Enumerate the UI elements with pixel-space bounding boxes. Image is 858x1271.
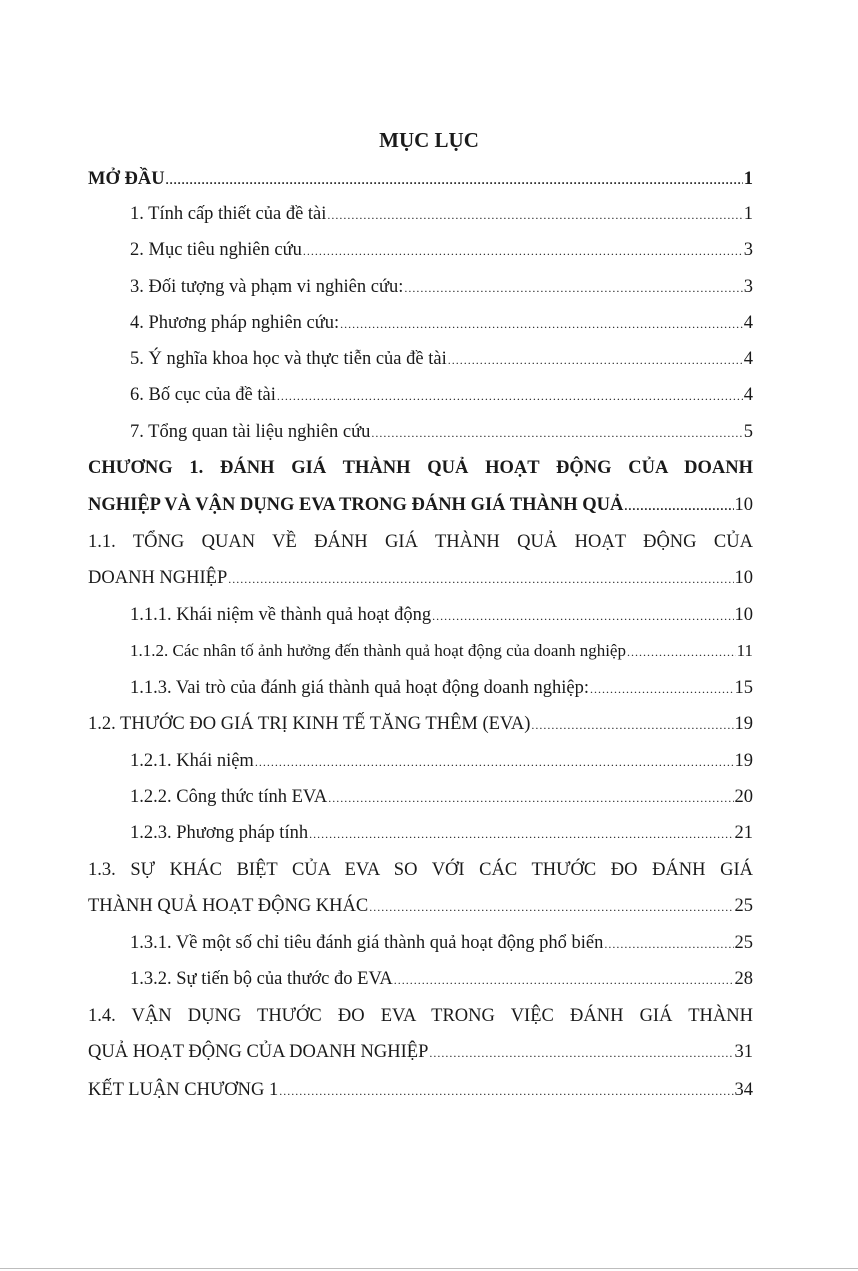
toc-entry-text: 1.3.2. Sự tiến bộ của thước đo EVA (130, 969, 393, 989)
toc-entry-page: 19 (734, 714, 753, 734)
toc-section-1-3[interactable] (88, 889, 753, 923)
toc-section-1-1[interactable] (88, 561, 753, 595)
toc-leader (432, 599, 733, 633)
toc-leader (279, 1074, 733, 1108)
toc-entry-1-1-3[interactable] (130, 671, 753, 705)
toc-entry-1[interactable] (130, 197, 753, 231)
toc-leader (590, 672, 734, 706)
toc-section-1-1-line1[interactable]: 1.1. TỔNG QUAN VỀ ĐÁNH GIÁ THÀNH QUẢ HOẠT ĐỘNG CỦA (88, 532, 753, 552)
toc-entry-text: QUẢ HOẠT ĐỘNG CỦA DOANH NGHIỆP (88, 1042, 429, 1062)
toc-entry-page: 28 (734, 969, 753, 989)
toc-entry-text: 1.2.1. Khái niệm (130, 751, 254, 771)
toc-entry-text: 1.2.2. Công thức tính EVA (130, 787, 328, 807)
toc-leader (404, 271, 742, 305)
toc-leader (309, 817, 733, 851)
toc-entry-page: 25 (734, 933, 753, 953)
toc-entry-text: 1.1.2. Các nhân tố ảnh hưởng đến thành quả hoạt động của doanh nghiệp (130, 641, 626, 660)
toc-entry-page: 21 (734, 823, 753, 843)
toc-entry-page: 31 (734, 1042, 753, 1062)
toc-leader (327, 198, 742, 232)
toc-entry-mo-dau[interactable] (88, 162, 753, 196)
toc-entry-text: MỞ ĐẦU (88, 169, 165, 189)
toc-entry-page: 4 (743, 349, 753, 369)
toc-entry-text: KẾT LUẬN CHƯƠNG 1 (88, 1080, 279, 1100)
page-bottom-rule (0, 1268, 858, 1269)
toc-leader (624, 489, 733, 523)
toc-entry-page: 20 (734, 787, 753, 807)
toc-entry-6[interactable] (130, 378, 753, 412)
toc-entry-page: 3 (743, 277, 753, 297)
toc-entry-page: 25 (734, 896, 753, 916)
toc-entry-text: 4. Phương pháp nghiên cứu: (130, 313, 340, 333)
toc-entry-page: 34 (734, 1080, 753, 1100)
toc-entry-page: 11 (736, 641, 753, 660)
toc-leader (627, 635, 736, 669)
toc-entry-page: 4 (743, 385, 753, 405)
toc-conclusion-chapter-1[interactable] (88, 1073, 753, 1107)
toc-entry-text: 1. Tính cấp thiết của đề tài (130, 204, 327, 224)
toc-section-1-4[interactable] (88, 1035, 753, 1069)
toc-entry-5[interactable] (130, 342, 753, 376)
toc-entry-page: 15 (734, 678, 753, 698)
toc-entry-1-3-1[interactable] (130, 926, 753, 960)
toc-leader (166, 163, 743, 197)
toc-chapter-1[interactable] (88, 488, 753, 522)
toc-entry-text: THÀNH QUẢ HOẠT ĐỘNG KHÁC (88, 896, 369, 916)
toc-entry-text: 6. Bố cục của đề tài (130, 385, 276, 405)
toc-entry-text: DOANH NGHIỆP (88, 568, 228, 588)
toc-entry-text: 1.2.3. Phương pháp tính (130, 823, 309, 843)
toc-leader (448, 343, 743, 377)
toc-entry-page: 19 (734, 751, 753, 771)
toc-entry-4[interactable] (130, 306, 753, 340)
toc-entry-1-1-1[interactable] (130, 598, 753, 632)
toc-leader (369, 890, 733, 924)
toc-entry-1-2-1[interactable] (130, 744, 753, 778)
toc-leader (394, 963, 734, 997)
toc-entry-page: 1 (743, 204, 753, 224)
toc-entry-text: 3. Đối tượng và phạm vi nghiên cứu: (130, 277, 404, 297)
page-title: MỤC LỤC (379, 128, 479, 152)
toc-entry-3[interactable] (130, 270, 753, 304)
toc-entry-page: 10 (734, 568, 753, 588)
toc-entry-page: 1 (743, 169, 753, 189)
toc-leader (303, 234, 743, 268)
toc-leader (604, 927, 733, 961)
toc-entry-1-1-2[interactable] (130, 634, 753, 668)
toc-entry-1-3-2[interactable] (130, 962, 753, 996)
toc-entry-text: 5. Ý nghĩa khoa học và thực tiễn của đề tài (130, 349, 447, 369)
toc-entry-text: NGHIỆP VÀ VẬN DỤNG EVA TRONG ĐÁNH GIÁ THÀNH QUẢ (88, 495, 624, 515)
toc-leader (371, 416, 742, 450)
toc-chapter-1-line1[interactable]: CHƯƠNG 1. ĐÁNH GIÁ THÀNH QUẢ HOẠT ĐỘNG CỦA DOANH (88, 458, 753, 478)
toc-leader (340, 307, 743, 341)
toc-entry-page: 4 (743, 313, 753, 333)
toc-section-1-3-line1[interactable]: 1.3. SỰ KHÁC BIỆT CỦA EVA SO VỚI CÁC THƯỚC ĐO ĐÁNH GIÁ (88, 860, 753, 880)
toc-leader (277, 379, 743, 413)
toc-leader (255, 745, 734, 779)
toc-entry-text: 1.1.3. Vai trò của đánh giá thành quả hoạt động doanh nghiệp: (130, 678, 589, 698)
toc-section-1-4-line1[interactable]: 1.4. VẬN DỤNG THƯỚC ĐO EVA TRONG VIỆC ĐÁNH GIÁ THÀNH (88, 1006, 753, 1026)
toc-entry-page: 10 (734, 605, 753, 625)
toc-entry-page: 5 (743, 422, 753, 442)
toc-entry-page: 3 (743, 240, 753, 260)
toc-entry-7[interactable] (130, 415, 753, 449)
toc-entry-page: 10 (734, 495, 753, 515)
toc-entry-text: 1.2. THƯỚC ĐO GIÁ TRỊ KINH TẾ TĂNG THÊM (EVA) (88, 714, 531, 734)
toc-entry-text: 7. Tổng quan tài liệu nghiên cứu (130, 422, 371, 442)
toc-entry-text: 1.1.1. Khái niệm về thành quả hoạt động (130, 605, 432, 625)
toc-leader (228, 562, 733, 596)
toc-entry-text: 1.3.1. Về một số chỉ tiêu đánh giá thành quả hoạt động phổ biến (130, 933, 604, 953)
toc-leader (429, 1036, 733, 1070)
toc-entry-text: 2. Mục tiêu nghiên cứu (130, 240, 302, 260)
toc-entry-2[interactable] (130, 233, 753, 267)
toc-leader (531, 708, 733, 742)
toc-leader (328, 781, 733, 815)
toc-section-1-2[interactable] (88, 707, 753, 741)
toc-entry-1-2-2[interactable] (130, 780, 753, 814)
toc-entry-1-2-3[interactable] (130, 816, 753, 850)
